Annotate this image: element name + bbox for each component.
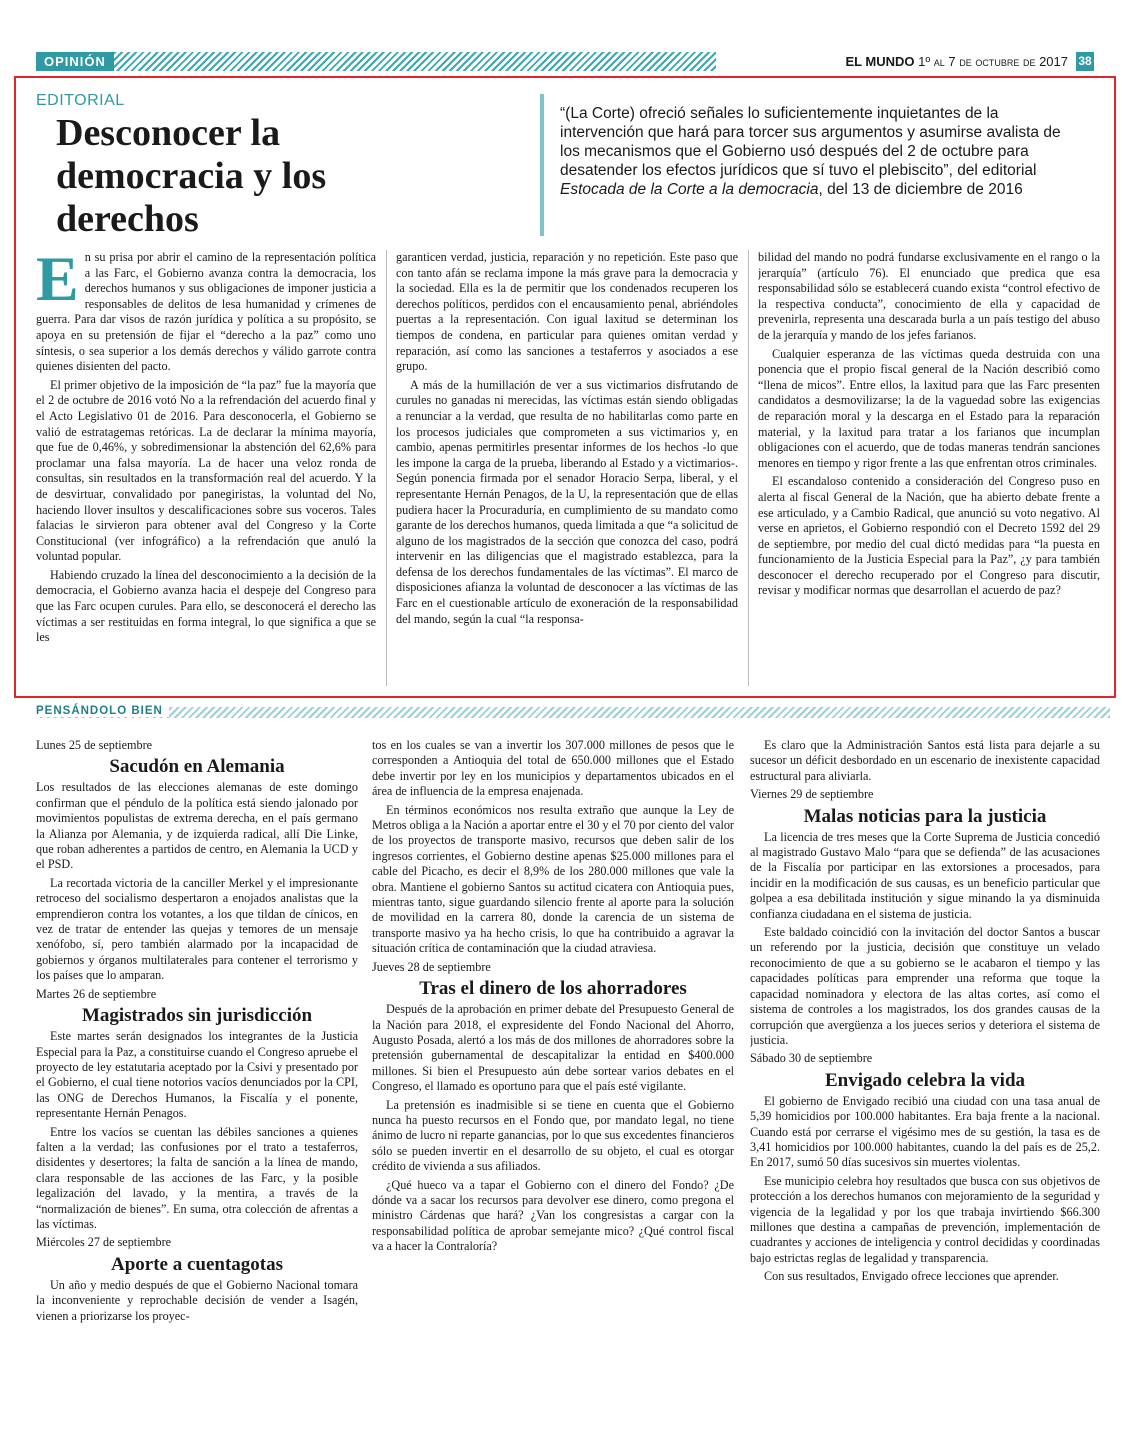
pull-quote-date: , del 13 de diciembre de 2016 bbox=[818, 181, 1023, 198]
brief-paragraph: El gobierno de Envigado recibió una ciudad con una tasa anual de 5,39 homicidios por 100.000 habitantes. Era baja frente a la nacional. Cuando está por cerrarse el vigésimo mes de su gestión, la tasa es de 3,41 homicidios por 100.000 habitantes, cuando la del país es de 25,2. En 2017, sumó 50 días sucesivos sin muertes violentas. bbox=[750, 1093, 1100, 1170]
brief-title: Sacudón en Alemania bbox=[109, 756, 285, 778]
brief-continuation bbox=[372, 738, 734, 957]
brief-item bbox=[36, 987, 358, 1233]
editorial-paragraph: garanticen verdad, justicia, reparación y no repetición. Este paso que con tanto afán se reclama impone la más grave para la democracia y la sociedad. Ella es la de permitir que los condenados recuperen los derechos políticos, perdidos con el encausamiento penal, abriéndoles puertas a la representación. Con igual laxitud se determinan los tiempos de condena, en particular para quienes omitan verdad y reparación, así como las sanciones a testaferros y asociados a ese grupo. bbox=[396, 250, 738, 374]
brief-paragraph: La pretensión es inadmisible si se tiene en cuenta que el Gobierno nunca ha puesto recursos en el Fondo que, por mandato legal, no tiene ánimo de lucro ni reparte ganancias, por lo que sus excedentes financieros sólo se pueden invertir en el desarrollo de su objeto, el cual es otorgar crédito de vivienda a sus afiliados. bbox=[372, 1097, 734, 1174]
editorial-paragraph: Cualquier esperanza de las víctimas queda destruida con una ponencia que el propio fiscal general de la Nación describió como “llena de micos”. Entre ellos, la laxitud para que las Farc presenten candidatos a desmovilizarse; la de la vaguedad sobre las exigencias de reparación moral y la descarga en el Estado para la reparación material, y la laxitud para tratar a los farianos que incumplan obligaciones con el acuerdo, que de todas maneras tendrán sanciones menores en tiempo y rigor frente a las que enfrentan otros criminales. bbox=[758, 346, 1100, 470]
brief-item bbox=[750, 787, 1100, 1048]
editorial-paragraph: bilidad del mando no podrá fundarse exclusivamente en el rango o la jerarquía” (artículo 76). El enunciado que predica que esa responsabilidad sólo se establecerá cuando exista “control efectivo de la respectiva conducta”, conocimiento de ella y capacidad de prevenirla, representa una descarada burla a un país testigo del abuso de la jerarquía y mando de los jefes farianos. bbox=[758, 250, 1100, 342]
section-header-strip bbox=[36, 52, 716, 71]
pull-quote-text: “(La Corte) ofreció señales lo suficientemente inquietantes de la intervención que hará para torcer sus argumentos y asumirse avalista de los mecanismos que el Gobierno usó después del 2 de octubre para desatender los efectos jurídicos que sí tuvo el plebiscito”, del editorial bbox=[560, 105, 1061, 179]
editorial-paragraph: El primer objetivo de la imposición de “la paz” fue la mayoría que el 2 de octubre de 2016 votó No a la refrendación del acuerdo final y el Acto Legislativo 01 de 2016. Para desconocerla, el Gobierno se valió de estratagemas retóricas. La de declarar la mínima mayoría, que fue de 0,46%, y sobredimensionar la abstención del 62,6% para proclamar una falsa mayoría. La de hacer una veloz ronda de consultas, sin resultados en la transformación real del acuerdo. Y la de desvirtuar, convalidado por panegiristas, la voluntad del No, haciendo llover insultos y descalificaciones sobre sus voceros. Tales falacias le sirvieron para obtener aval del Congreso y la Corte Constitucional (ver infográfico) a la refrendación que anuló la voluntad popular. bbox=[36, 377, 376, 564]
brief-continuation bbox=[750, 738, 1100, 784]
brief-paragraph: La licencia de tres meses que la Corte Suprema de Justicia concedió al magistrado Gustavo Malo “para que se defienda” de las acusaciones de la Fiscalía por participar en las extorsiones a procesados, para incidir en la modificación de sus causas, es un beneficio particular que golpea a esa debilitada institución y sigue minando la ya disminuida confianza ciudadana en el sistema de justicia. bbox=[750, 829, 1100, 921]
brief-title: Magistrados sin jurisdicción bbox=[81, 1005, 313, 1027]
pull-quote-source: Estocada de la Corte a la democracia bbox=[560, 181, 819, 198]
brief-item bbox=[36, 738, 358, 984]
brief-title: Malas noticias para la justicia bbox=[803, 805, 1047, 827]
briefs-column-1 bbox=[36, 738, 358, 1428]
editorial-paragraph: El escandaloso contenido a consideración del Congreso puso en alerta al fiscal General de la Nación, que ha abierto debate frente a ese articulado, y a Cambio Radical, que anunció su voto negativo. Al verse en aprietos, el Gobierno respondió con el Decreto 1592 del 29 de septiembre, por medio del cual dictó medidas para “la puesta en funcionamiento de la Justicia Especial para la Paz”, ¿y para también desconocer el derecho recuperado por el Congreso para discutir, revisar y modificar normas que desarrollan el acuerdo de paz? bbox=[758, 474, 1100, 598]
column-rule bbox=[386, 250, 387, 686]
brief-paragraph: ¿Qué hueco va a tapar el Gobierno con el dinero del Fondo? ¿De dónde va a sacar los recursos para devolver ese dinero, como pregona el ministro Cárdenas que hará? ¿Van los congresistas a cargar con la responsabilidad política de aprobar semejante mico? ¿Qué control fiscal va a hacer la Contraloría? bbox=[372, 1177, 734, 1254]
editorial-headline: Desconocer la democracia y los derechos bbox=[56, 112, 327, 240]
brief-paragraph: Entre los vacíos se cuentan las débiles sanciones a quienes falten a la verdad; las confusiones por el trato a testaferros, disidentes y desertores; la falta de sanción a la línea de mando, clara responsable de las acciones de las Farc, y la posible legalización del lavado, y la mentira, a través de la “normalización de bienes”. En suma, otra colección de afrentas a las víctimas. bbox=[36, 1124, 358, 1231]
brief-paragraph: Después de la aprobación en primer debate del Presupuesto General de la Nación para 2018, el expresidente del Fondo Nacional del Ahorro, Augusto Posada, alertó a los más de dos millones de ahorradores sobre la pretensión gubernamental de descapitalizar la entidad en $400.000 millones. Si bien el Presupuesto aún debe sortear varios debates en el Congreso, el llamado es oportuno para que el país esté vigilante. bbox=[372, 1002, 734, 1094]
page-number: 38 bbox=[1076, 52, 1094, 71]
brief-paragraph: Ese municipio celebra hoy resultados que busca con sus objetivos de protección a los derechos humanos con mejoramiento de la seguridad y vigencia de la legalidad y por los que trabaja invirtiendo $66.300 millones que destina a campañas de prevención, implementación de cuadrantes y acciones de inteligencia y control decididas y coordinadas bajo estrictas reglas de legalidad y transparencia. bbox=[750, 1173, 1100, 1265]
brief-item bbox=[750, 1051, 1100, 1284]
section-label: OPINIÓN bbox=[36, 52, 114, 71]
brief-item bbox=[372, 960, 734, 1255]
pull-quote bbox=[560, 104, 1080, 199]
brief-paragraph: Con sus resultados, Envigado ofrece lecciones que aprender. bbox=[764, 1269, 1059, 1284]
masthead bbox=[845, 52, 1068, 71]
brief-date: Miércoles 27 de septiembre bbox=[36, 1235, 172, 1250]
pull-quote-bar bbox=[540, 94, 544, 236]
editorial-paragraph: En su prisa por abrir el camino de la representación política a las Farc, el Gobierno avanza contra la democracia, los derechos humanos y sus obligaciones de imponer justicia a responsables de delitos de lesa humanidad y crímenes de guerra. Para dar visos de razón jurídica y política a su propósito, se apoya en su pretensión de fijar el “derecho a la paz” como uno síntesis, o sea superior a los demás derechos y válido garrote contra quienes disienten del pacto. bbox=[36, 250, 376, 374]
briefs-section-label: PENSÁNDOLO BIEN bbox=[36, 705, 169, 717]
editorial-column-1 bbox=[36, 250, 376, 690]
brief-paragraph: Este baldado coincidió con la invitación del doctor Santos a buscar un referendo por la justicia, decisión que constituye un velado reconocimiento de que a su gobierno se le acabaron el tiempo y las capacidades políticas para emprender una reforma que toque la capacidad nominadora y electora de las altas cortes, así como el sistema de controles a los magistrados, los dos grandes causas de la corrupción que avergüenza a los jueces serios y deteriora el sistema de justicia. bbox=[750, 925, 1100, 1047]
brief-paragraph: Este martes serán designados los integrantes de la Justicia Especial para la Paz, a constituirse cuando el Congreso apruebe el proyecto de ley estatutaria aceptado por la Csivi y presentado por el Gobierno, el cual tiene notorios vacíos denunciados por la CPI, las ONG de Derechos Humanos, la Fiscalía y el ponente, representante Hernán Penagos. bbox=[36, 1029, 358, 1121]
brief-date: Martes 26 de septiembre bbox=[36, 986, 157, 1001]
publication-name: EL MUNDO bbox=[845, 54, 915, 69]
brief-date: Sábado 30 de septiembre bbox=[750, 1051, 873, 1066]
brief-item bbox=[36, 1235, 358, 1324]
drop-cap: E bbox=[36, 250, 79, 314]
brief-title: Tras el dinero de los ahorradores bbox=[419, 978, 687, 1000]
brief-date: Viernes 29 de septiembre bbox=[750, 787, 874, 802]
brief-paragraph: Es claro que la Administración Santos está lista para dejarle a su sucesor un déficit desbordado en un escenario de inexistente capacidad estructural para aliviarla. bbox=[750, 738, 1100, 783]
brief-paragraph: La recortada victoria de la canciller Merkel y el impresionante retroceso del socialismo despertaron a enojados analistas que la emprendieron contra los votantes, a los que tildan de cínicos, en vez de tratar de entender las quejas y temores de un mensaje xenófobo, sí, pero también alarmado por la incapacidad de gobiernos y órganos multilaterales para contener el terrorismo y los países que lo amparan. bbox=[36, 875, 358, 983]
issue-date: 1º al 7 de octubre de 2017 bbox=[918, 54, 1068, 69]
brief-title: Aporte a cuentagotas bbox=[110, 1253, 284, 1275]
briefs-column-3 bbox=[750, 738, 1100, 1428]
brief-title: Envigado celebra la vida bbox=[824, 1069, 1026, 1091]
briefs-column-2 bbox=[372, 738, 734, 1428]
editorial-paragraph: Habiendo cruzado la línea del desconocimiento a la decisión de la democracia, el Gobierno avanza hacia el despeje del Congreso para que las Farc ocupen curules. Para ello, se desconocerá el derecho las víctimas a ser restituidas en forma integral, lo que significa a que se les bbox=[36, 567, 376, 645]
editorial-column-2 bbox=[396, 250, 738, 690]
briefs-section-strip bbox=[36, 707, 1110, 718]
brief-date: Jueves 28 de septiembre bbox=[372, 959, 491, 974]
brief-paragraph: tos en los cuales se van a invertir los 307.000 millones de pesos que le corresponden a Antioquia del total de 650.000 millones que el Estado debe invertir por ley en los municipios y departamentos ubicados en el área de influencia de la empresa enajenada. bbox=[372, 738, 734, 799]
editorial-paragraph: A más de la humillación de ver a sus victimarios disfrutando de curules no ganadas ni merecidas, las víctimas están siendo obligadas a renunciar a la verdad, que resulta de no habilitarlas como parte en los procesos judiciales que comprometen a sus victimarios y, en cambio, apenas permitirles presentar informes de los hechos -lo que les impone la carga de la prueba, liberando al Estado y a victimarios-. Según ponencia firmada por el senador Horacio Serpa, liberal, y el representante Hernán Penagos, de la U, la representación que de ellas pudiera hacer la Procuraduría, en cumplimiento de su mandato como garante de los derechos humanos, queda limitada a que “a solicitud de alguno de los magistrados de la sección que conozca del caso, podrá intervenir en las diligencias que el magistrado establezca, para la defensa de los derechos fundamentales de las víctimas”. El marco de disposiciones afianza la voluntad de desconocer a las víctimas de las Farc en el cuestionable artículo de exoneración de la responsabilidad del mando, según la cual “la responsa- bbox=[396, 377, 738, 626]
brief-paragraph: Los resultados de las elecciones alemanas de este domingo confirman que el péndulo de la política está siendo jalonado por movimientos populistas de extrema derecha, en el país germano la Alianza por Alemania, y de izquierda radical, allí Die Linke, que roban adherentes a partidos de centro, en Alemania la UCD y el PSD. bbox=[36, 780, 358, 872]
brief-paragraph: Un año y medio después de que el Gobierno Nacional tomara la inconveniente y reprochable decisión de vender a Isagén, vienen a priorizarse los proyec- bbox=[36, 1277, 358, 1323]
column-rule bbox=[748, 250, 749, 686]
brief-paragraph: En términos económicos nos resulta extraño que aunque la Ley de Metros obliga a la Nación a aportar entre el 30 y el 70 por ciento del valor de los proyectos de transporte masivo, recursos que deben salir de los ingresos corrientes, el Gobierno destine apenas $25.000 millones para el cable del Picacho, es decir el 8,9% de los 280.000 millones que vale la obra. Mantiene el gobierno Santos su actitud cicatera con Antioquia pues, mientras tanto, sigue guardando silencio frente al aporte para la solución de movilidad en la carrera 80, donde la carencia de un sistema de transporte masivo ya ha hecho crisis, lo que ha contribuido a agravar la situación crítica de contaminación que la ciudad atraviesa. bbox=[372, 802, 734, 956]
editorial-kicker: EDITORIAL bbox=[36, 92, 125, 109]
brief-date: Lunes 25 de septiembre bbox=[36, 738, 153, 752]
editorial-column-3 bbox=[758, 250, 1100, 690]
